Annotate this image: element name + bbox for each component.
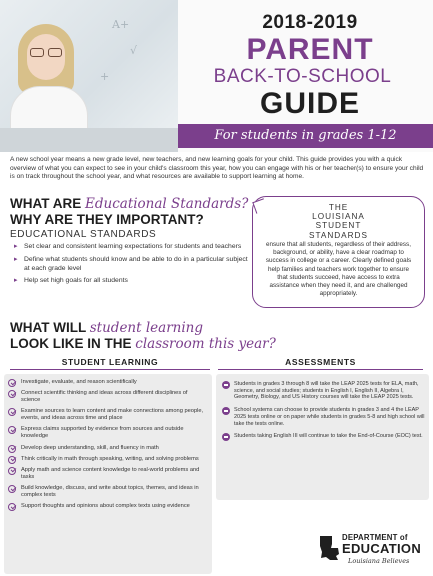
callout-title-line: STUDENT [315, 221, 362, 231]
title-parent: PARENT [246, 33, 374, 66]
list-item-text: Investigate, evaluate, and reason scientifically [21, 379, 137, 385]
divider [218, 369, 423, 370]
list-item: ▸ Define what students should know and be able to do in a particular subject at each grade level [14, 256, 254, 274]
logo-tagline: Louisiana Believes [348, 557, 410, 565]
list-item [222, 407, 425, 427]
list-item-text: Develop deep understanding, skill, and fluency in math [21, 444, 159, 451]
chalkboard-doodle: √ [130, 44, 138, 57]
bullet-icon [222, 381, 230, 389]
heading-text: LOOK LIKE IN THE [10, 336, 132, 351]
checkmark-icon [8, 445, 16, 453]
list-item [8, 426, 208, 440]
intro-paragraph: A new school year means a new grade level, new teachers, and new learning goals for your child. This guide provides you with a quick overview of what you can expect to see in your child's classroom this year, how you can engage with his or her teacher(s) to ensure your child is on track throughout the school year, and what resources are available to support learning at home. [10, 156, 424, 181]
list-item-text: Examine sources to learn content and make connections among people, events, and ideas across time and place [21, 408, 204, 422]
list-item-text: Express claims supported by evidence from sources and outside knowledge [21, 426, 184, 440]
logo-line-1: DEPARTMENT of [342, 533, 408, 542]
student-learning-heading: STUDENT LEARNING [61, 357, 159, 367]
glasses-icon [48, 48, 62, 57]
list-item [8, 467, 208, 481]
heading-text: WHAT WILL [10, 320, 86, 335]
heading-accent: student learning [89, 320, 203, 336]
heading-accent: Educational Standards? [85, 196, 249, 212]
assessments-heading: ASSESSMENTS [285, 357, 356, 367]
list-item-text: Think critically in math through speaking, writing, and solving problems [21, 455, 199, 462]
chalkboard-doodle: A+ [112, 18, 130, 31]
list-item-text: Students in grades 3 through 8 will take the LEAP 2025 tests for ELA, math, science, and social studies; students in English I, English II, Algebra I, Geometry, Biology, and US History courses will take the LEAP 2025 tests. [234, 381, 419, 401]
checkmark-icon [8, 485, 16, 493]
list-item [8, 503, 208, 510]
callout-title-line: THE [328, 203, 349, 212]
educational-standards-subheading: EDUCATIONAL STANDARDS [10, 229, 157, 240]
list-item-text: Students taking English III will continue to take the End-of-Course (EOC) test. [234, 433, 423, 440]
checkmark-icon [8, 426, 16, 434]
title-back-to-school: BACK-TO-SCHOOL [213, 66, 392, 87]
list-item [8, 445, 208, 452]
callout-title-line: LOUISIANA [312, 212, 365, 222]
divider [10, 369, 210, 370]
learning-heading [10, 320, 310, 352]
list-item [8, 408, 208, 422]
chalkboard-doodle: + [100, 70, 110, 83]
heading-text: WHY ARE THEY IMPORTANT? [10, 212, 204, 227]
list-item [222, 433, 425, 440]
bullet-icon [222, 433, 230, 441]
student-face [27, 34, 65, 80]
list-item-text: Support thoughts and opinions about complex texts using evidence [21, 503, 190, 510]
grades-banner: For students in grades 1-12 [178, 124, 433, 148]
louisiana-state-icon [318, 534, 340, 562]
heading-accent: classroom this year? [135, 336, 276, 352]
checkmark-icon [8, 408, 16, 416]
checkmark-icon [8, 379, 16, 387]
louisiana-standards-callout [252, 196, 425, 308]
department-of-education-logo [318, 530, 428, 574]
list-item [8, 390, 208, 404]
title-guide: GUIDE [259, 87, 360, 120]
assessments-list [222, 381, 425, 446]
list-item [222, 381, 425, 401]
checkmark-icon [8, 390, 16, 398]
list-item-text: School systems can choose to provide students in grades 3 and 4 the LEAP 2025 tests online or on paper while students in grades 5-8 and high school will take the tests online. [234, 407, 425, 427]
list-item-text: Connect scientific thinking and ideas across different disciplines of science [21, 390, 188, 404]
list-item: ▸ Set clear and consistent learning expectations for students and teachers [14, 243, 254, 252]
list-item-text: Apply math and science content knowledge to real-world problems and tasks [21, 466, 200, 480]
logo-line-2: EDUCATION [342, 541, 422, 556]
callout-body: ensure that all students, regardless of their address, background, or ability, have a clear roadmap to success in college or a career. Clearly defined goals help families and teachers work together to ensure that students succeed, have access to extra assistance when they need it, and are challenged appropriately. [265, 241, 412, 298]
standards-list [14, 243, 254, 290]
heading-text: WHAT ARE [10, 196, 82, 211]
list-item [8, 456, 208, 463]
checkmark-icon [8, 456, 16, 464]
callout-title-line: STANDARDS [309, 230, 368, 240]
list-item [8, 379, 208, 386]
list-item [8, 485, 208, 499]
student-photo [0, 0, 178, 152]
callout-title [262, 203, 415, 240]
checkmark-icon [8, 467, 16, 475]
standards-heading [10, 196, 290, 227]
list-item: ▸ Help set high goals for all students [14, 277, 254, 286]
glasses-icon [30, 48, 44, 57]
school-year: 2018-2019 [262, 12, 358, 33]
student-learning-list [8, 379, 208, 514]
list-item-text: Build knowledge, discuss, and write about topics, themes, and ideas in complex texts [21, 485, 199, 498]
header [0, 0, 433, 152]
checkmark-icon [8, 503, 16, 511]
bullet-icon [222, 407, 230, 415]
desk [0, 128, 178, 152]
